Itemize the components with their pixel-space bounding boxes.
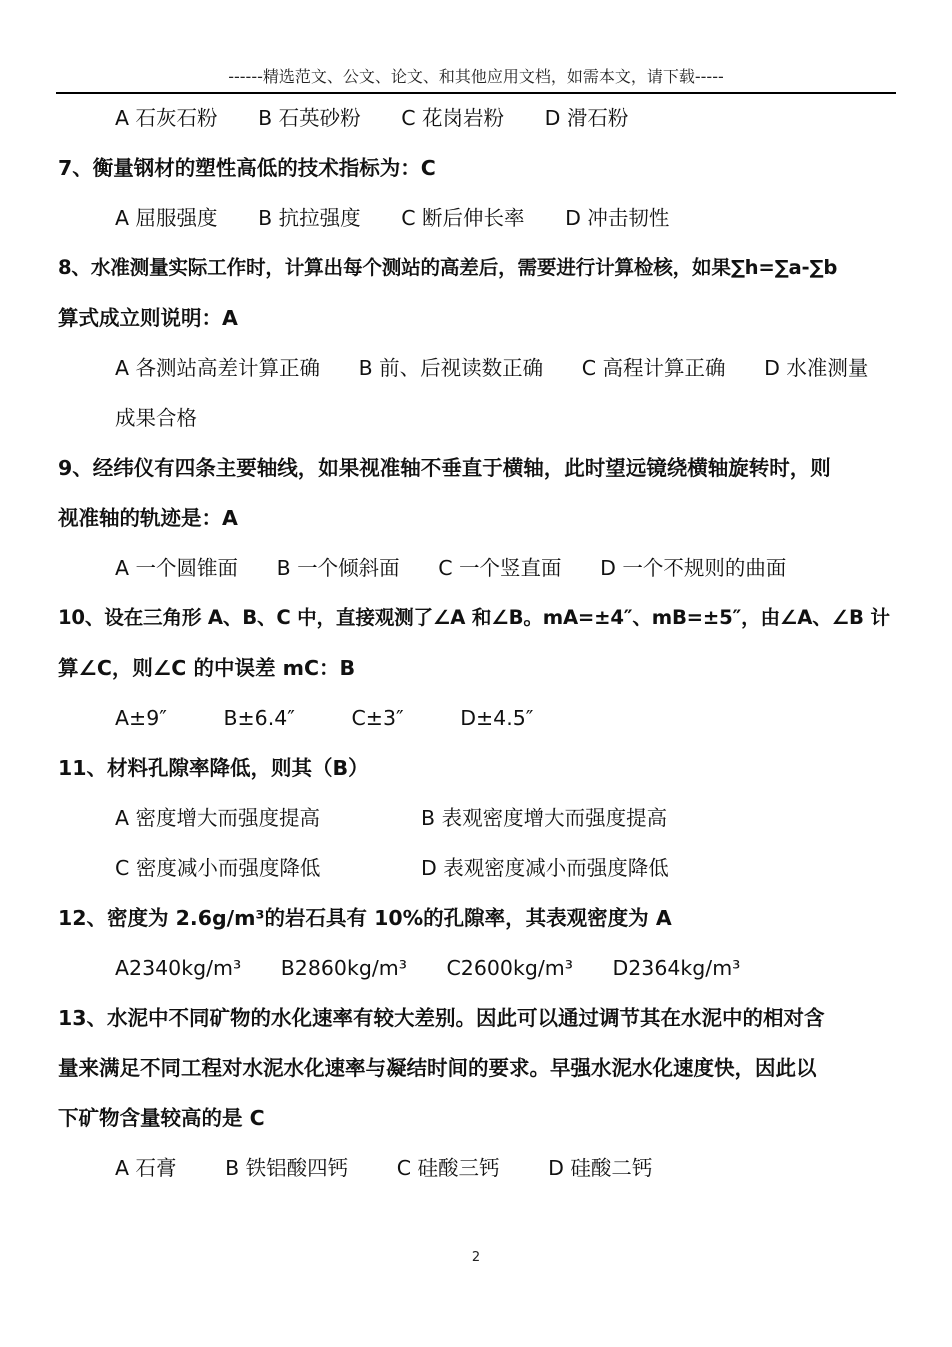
q9-question-line2: 视准轴的轨迹是：A [58,506,238,530]
q7-option-a: A 屈服强度 [115,206,218,230]
q6-options [58,93,898,143]
q7-options [58,193,898,243]
q13-option-d: D 硅酸二钙 [548,1156,653,1180]
q8-option-b: B 前、后视读数正确 [358,356,544,380]
q10-options [58,693,898,743]
q9-option-a: A 一个圆锥面 [115,556,239,580]
q11-options-row2 [58,843,898,893]
q10-option-c: C±3″ [351,706,404,730]
page-header: ------精选范文、公文、论文、和其他应用文档，如需本文，请下载----- [228,67,724,86]
q6-option-c: C 花岗岩粉 [401,106,505,130]
q7-option-b: B 抗拉强度 [258,206,361,230]
q8-option-a: A 各测站高差计算正确 [115,356,321,380]
q8-question-line1: 8、水准测量实际工作时，计算出每个测站的高差后，需要进行计算检核，如果∑h=∑a-∑b [58,256,838,279]
q11-option-d: D 表观密度减小而强度降低 [421,856,669,880]
q11-options-row1 [58,793,898,843]
q12-option-b: B2860kg/m³ [280,956,407,980]
q12-option-d: D2364kg/m³ [612,956,741,980]
q9-option-d: D 一个不规则的曲面 [600,556,787,580]
q7-question: 7、衡量钢材的塑性高低的技术指标为：C [58,156,436,180]
q12-option-c: C2600kg/m³ [446,956,573,980]
q8-option-d: D 水准测量 [764,356,869,380]
q11-question: 11、材料孔隙率降低，则其（B） [58,756,369,780]
q7-option-c: C 断后伸长率 [401,206,525,230]
q10-option-a: A±9″ [115,706,167,730]
q6-option-a: A 石灰石粉 [115,106,218,130]
q13-question-line3: 下矿物含量较高的是 C [58,1106,265,1130]
q9-options [58,543,898,593]
page-number: 2 [471,1250,481,1265]
q13-option-a: A 石膏 [115,1156,177,1180]
q10-option-d: D±4.5″ [460,706,534,730]
q13-question-line2: 量来满足不同工程对水泥水化速率与凝结时间的要求。早强水泥水化速度快，因此以 [58,1056,817,1080]
q9-question-line1: 9、经纬仪有四条主要轴线，如果视准轴不垂直于横轴，此时望远镜绕横轴旋转时，则 [58,456,831,480]
document-body [58,93,898,1193]
q12-options [58,943,898,993]
q9-option-c: C 一个竖直面 [438,556,562,580]
q13-option-c: C 硅酸三钙 [396,1156,500,1180]
q11-option-c: C 密度减小而强度降低 [115,856,321,880]
q13-option-b: B 铁铝酸四钙 [225,1156,349,1180]
q8-option-c: C 高程计算正确 [581,356,726,380]
q6-option-b: B 石英砂粉 [258,106,361,130]
q8-options [58,343,898,393]
q10-question-line1: 10、设在三角形 A、B、C 中，直接观测了∠A 和∠B。mA=±4″、mB=±5″，由∠A、∠B 计 [58,606,890,629]
q12-option-a: A2340kg/m³ [115,956,242,980]
q11-option-a: A 密度增大而强度提高 [115,806,321,830]
q12-question: 12、密度为 2.6g/m³的岩石具有 10%的孔隙率，其表观密度为 A [58,906,672,930]
q8-option-d-continued: 成果合格 [115,406,197,430]
q10-option-b: B±6.4″ [223,706,295,730]
q6-option-d: D 滑石粉 [544,106,629,130]
q7-option-d: D 冲击韧性 [565,206,670,230]
q13-question-line1: 13、水泥中不同矿物的水化速率有较大差别。因此可以通过调节其在水泥中的相对含 [58,1006,825,1030]
q13-options [58,1143,898,1193]
q11-option-b: B 表观密度增大而强度提高 [421,806,668,830]
q8-question-line2: 算式成立则说明：A [58,306,238,330]
q9-option-b: B 一个倾斜面 [276,556,400,580]
q10-question-line2: 算∠C，则∠C 的中误差 mC：B [58,656,356,680]
